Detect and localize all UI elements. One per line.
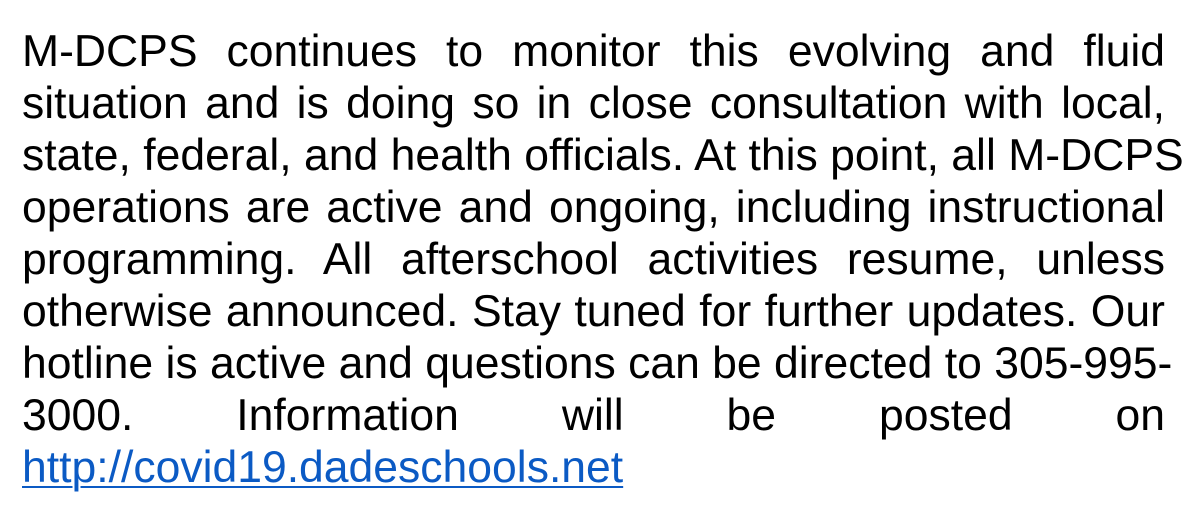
paragraph-line: M-DCPS continues to monitor this evolving and fluid <box>22 27 1165 76</box>
paragraph-line: programming. All afterschool activities resume, unless <box>22 235 1165 284</box>
link-line <box>22 442 1165 494</box>
paragraph-line: state, federal, and health officials. At this point, all M-DCPS <box>22 131 1184 180</box>
paragraph-line: situation and is doing so in close consultation with local, <box>22 79 1165 128</box>
covid19-website-link[interactable]: http://covid19.dadeschools.net <box>22 443 624 492</box>
paragraph-line: operations are active and ongoing, including instructional <box>22 183 1165 232</box>
paragraph-line: 3000. Information will be posted on <box>22 391 1165 440</box>
paragraph-line: otherwise announced. Stay tuned for further updates. Our <box>22 287 1165 336</box>
announcement-paragraph <box>22 26 1184 494</box>
paragraph-line: hotline is active and questions can be directed to 305-995- <box>22 339 1173 388</box>
